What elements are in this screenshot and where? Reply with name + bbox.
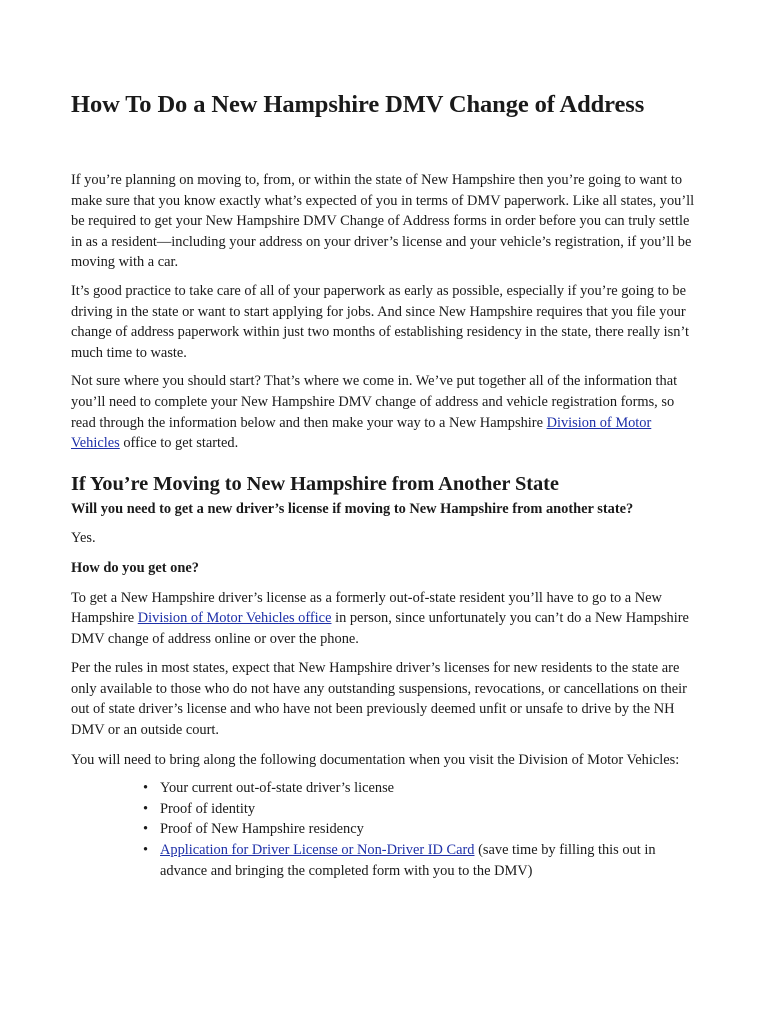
documentation-paragraph: You will need to bring along the following documentation when you visit the Division of Motor Vehicles:	[71, 751, 680, 768]
intro-paragraph-1: If you’re planning on moving to, from, or within the state of New Hampshire then you’re going to want to make sure that you know exactly what’s expected of you in terms of DMV paperwork. Like all states, you’ll be required to get your New Hampshire DMV Change of Address forms in order before you can truly settle in as a resident—including your address on your driver’s license and your vehicle’s registration, if you’ll be moving with a car.	[71, 172, 695, 271]
question-new-license: Will you need to get a new driver’s license if moving to New Hampshire from another state?	[71, 500, 634, 517]
paragraph-text: To get a New Hampshire driver’s license as a formerly out-of-state resident you’ll have to go to a New Hampshire	[71, 589, 662, 627]
question-how-to-get: How do you get one?	[71, 559, 199, 576]
application-form-link[interactable]: Application for Driver License or Non-Driver ID Card	[160, 842, 475, 859]
dmv-office-link[interactable]: Division of Motor Vehicles office	[137, 610, 332, 627]
list-item	[71, 799, 701, 820]
article	[71, 88, 701, 881]
list-item-text: Proof of New Hampshire residency	[160, 821, 364, 838]
list-item-text: Your current out-of-state driver’s license	[160, 780, 395, 797]
section-heading: If You’re Moving to New Hampshire from Another State	[71, 472, 559, 495]
list-item	[71, 840, 701, 881]
paragraph-text: in person, since unfortunately you can’t do a New Hampshire DMV change of address online or over the phone.	[71, 610, 689, 647]
page-title: How To Do a New Hampshire DMV Change of Address	[71, 91, 645, 118]
dmv-link[interactable]: Division of Motor Vehicles	[71, 414, 652, 452]
documentation-list	[71, 778, 701, 881]
bullet-icon: •	[143, 842, 149, 859]
bullet-icon: •	[143, 800, 149, 817]
answer-yes: Yes.	[71, 530, 96, 547]
license-paragraph	[71, 588, 701, 650]
rules-paragraph: Per the rules in most states, expect that New Hampshire driver’s licenses for new residents to the state are only available to those who do not have any outstanding suspensions, revocations, or cancellations on their out of state driver’s license and who have not been previously deemed unfit or unsafe to drive by the NH DMV or an outside court.	[71, 660, 687, 739]
paragraph-text: office to get started.	[119, 435, 239, 452]
list-item-text: (save time by filling this out in advance and bringing the completed form with you to the DMV)	[160, 842, 656, 879]
intro-paragraph-2: It’s good practice to take care of all of your paperwork as early as possible, especially if you’re going to be driving in the state or want to start applying for jobs. And since New Hampshire requires that you file your change of address paperwork within just two months of establishing residency in the state, there really isn’t much time to waste.	[71, 282, 689, 361]
intro-paragraph-3	[71, 371, 701, 453]
list-item	[71, 778, 701, 799]
list-item	[71, 819, 701, 840]
bullet-icon: •	[143, 780, 149, 797]
bullet-icon: •	[143, 821, 149, 838]
paragraph-text: Not sure where you should start? That’s where we come in. We’ve put together all of the information that you’ll need to complete your New Hampshire DMV change of address and vehicle registration forms, so read through the information below and then make your way to a New Hampshire	[71, 373, 678, 431]
list-item-text: Proof of identity	[160, 800, 256, 817]
